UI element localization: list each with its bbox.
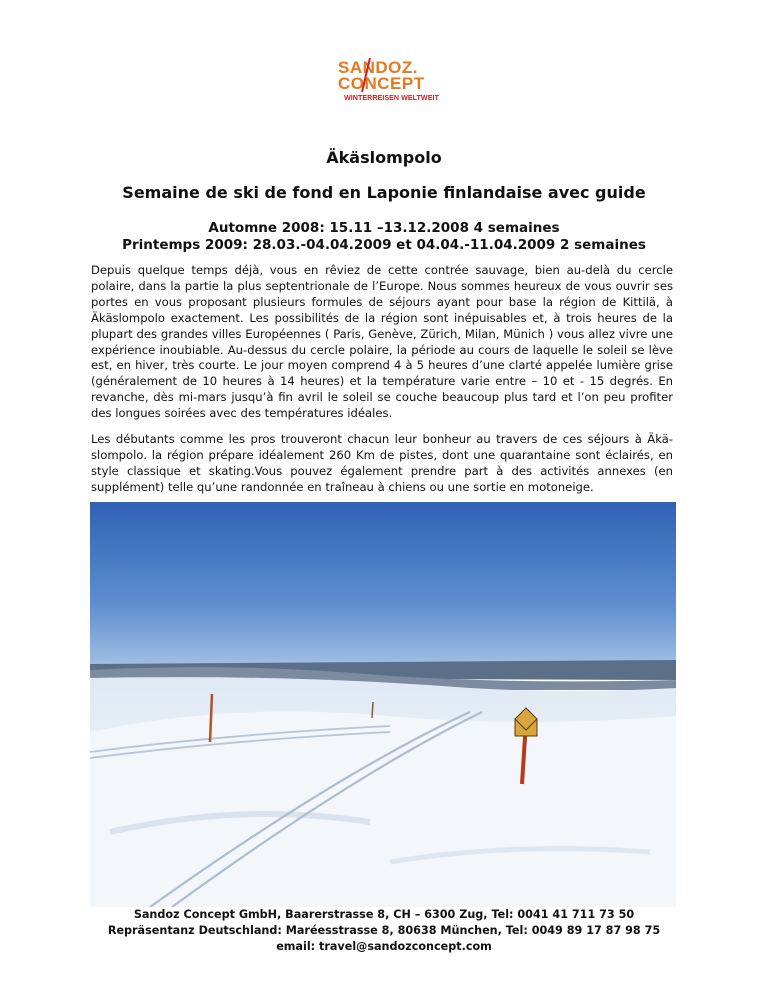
- logo-line1: SANDOZ.: [338, 58, 418, 77]
- footer-company: Sandoz Concept GmbH, Baarerstrasse 8, CH – 6300 Zug, Tel: 0041 41 711 73 50: [133, 908, 635, 921]
- ski-trail-photo: [90, 502, 676, 907]
- activities-paragraph: Les débutants comme les pros trouveront chacun leur bonheur au travers de ces séjours à Äkä-slompolo. la région prépare idéalement 260 Km de pistes, dont une quarantaine sont éclairés, en style classique et skating.Vous pouvez également prendre part à des activités annexes (en supplément) telle qu’une randonnée en traîneau à chiens ou une sortie en motoneige.: [91, 432, 673, 494]
- intro-paragraph: Depuis quelque temps déjà, vous en rêviez de cette contrée sauvage, bien au-delà du cercle polaire, dans la partie la plus septentrionale de l’Europe. Nous sommes heureux de vous ouvrir ses portes en vous proposant plusieurs formules de séjours ayant pour base la région de Kittilä, à Äkäslompolo exactement. Les possibilités de la région sont inépuisables et, à trois heures de la plupart des grandes villes Européennes ( Paris, Genève, Zürich, Milan, Münich ) vous allez vivre une expérience inoubiable. Au-dessus du cercle polaire, la période au cours de laquelle le soleil se lève est, en hiver, très courte. Le jour moyen comprend 4 à 5 heures d’une clarté appelée lumière grise (généralement de 10 heures à 14 heures) et la température varie entre – 10 et - 15 degrés. En revanche, dès mi-mars jusqu’à fin avril le soleil se couche beaucoup plus tard et l’on peu profiter des longues soirées avec des températures idéales.: [91, 263, 673, 421]
- page-subtitle: Semaine de ski de fond en Laponie finlandaise avec guide: [122, 183, 646, 202]
- footer-germany: Repräsentanz Deutschland: Maréesstrasse 8, 80638 München, Tel: 0049 89 17 87 98 75: [107, 924, 661, 937]
- season-spring: Printemps 2009: 28.03.-04.04.2009 et 04.04.-11.04.2009 2 semaines: [122, 237, 646, 253]
- sandoz-concept-logo: [336, 56, 448, 102]
- season-autumn: Automne 2008: 15.11 –13.12.2008 4 semaines: [208, 220, 560, 236]
- logo-line2: CONCEPT: [338, 74, 425, 93]
- page-title: Äkäslompolo: [326, 148, 442, 167]
- sky: [90, 502, 676, 672]
- logo-tagline: WINTERREISEN WELTWEIT: [344, 93, 439, 102]
- footer-email[interactable]: email: travel@sandozconcept.com: [276, 940, 492, 953]
